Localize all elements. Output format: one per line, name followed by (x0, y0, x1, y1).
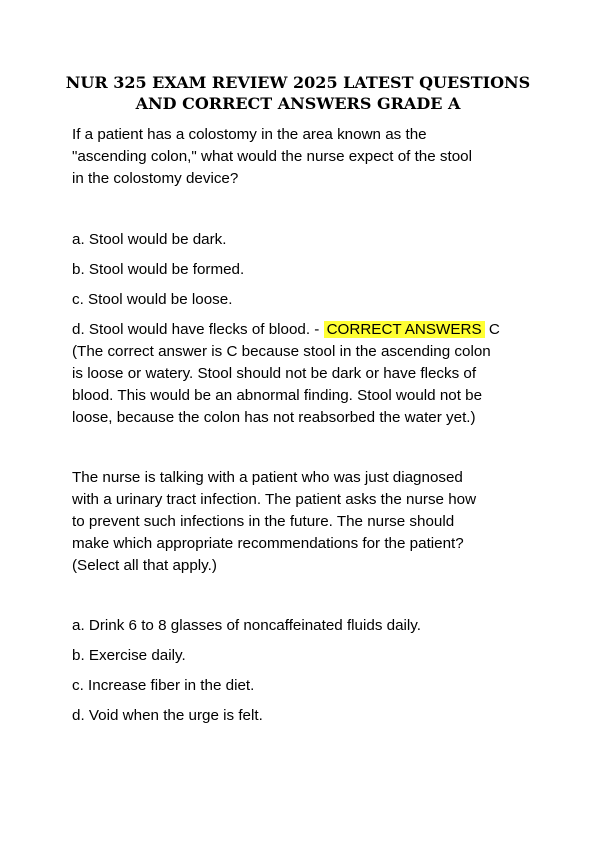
document-title (60, 72, 536, 114)
question-2-option-d: d. Void when the urge is felt. (72, 707, 263, 724)
question-1-rationale-line: loose, because the colon has not reabsorbed the water yet.) (72, 409, 476, 426)
question-1-stem-line: If a patient has a colostomy in the area known as the (72, 126, 427, 143)
question-2-option-a: a. Drink 6 to 8 glasses of noncaffeinated fluids daily. (72, 617, 421, 634)
question-2-stem (72, 467, 532, 577)
title-line-2: AND CORRECT ANSWERS GRADE A (135, 94, 461, 113)
question-1-stem-line: in the colostomy device? (72, 170, 239, 187)
question-1-option-b: b. Stool would be formed. (72, 261, 245, 278)
question-1-stem (72, 124, 532, 190)
question-2-stem-line: The nurse is talking with a patient who was just diagnosed (72, 469, 463, 486)
question-2-option-b: b. Exercise daily. (72, 647, 186, 664)
question-2-option-c: c. Increase fiber in the diet. (72, 677, 255, 694)
correct-answers-highlight: CORRECT ANSWERS (324, 321, 485, 338)
question-1-rationale-line: is loose or watery. Stool should not be dark or have flecks of (72, 365, 477, 382)
question-1-option-a: a. Stool would be dark. (72, 231, 227, 248)
question-1-option-d-block (72, 319, 532, 429)
question-1-option-d: d. Stool would have flecks of blood. - (72, 321, 324, 338)
question-1-answer-letter: C (484, 321, 500, 338)
question-1-rationale-line: blood. This would be an abnormal finding. Stool would not be (72, 387, 483, 404)
question-1-rationale-line: (The correct answer is C because stool in the ascending colon (72, 343, 491, 360)
question-2-stem-line: (Select all that apply.) (72, 557, 217, 574)
title-line-1: NUR 325 EXAM REVIEW 2025 LATEST QUESTIONS (65, 73, 531, 92)
question-2-stem-line: make which appropriate recommendations for the patient? (72, 535, 464, 552)
question-2-stem-line: to prevent such infections in the future. The nurse should (72, 513, 455, 530)
question-1-stem-line: "ascending colon," what would the nurse expect of the stool (72, 148, 472, 165)
question-1-option-d-line (72, 319, 532, 341)
question-2-stem-line: with a urinary tract infection. The patient asks the nurse how (72, 491, 477, 508)
question-1-option-c: c. Stool would be loose. (72, 291, 233, 308)
